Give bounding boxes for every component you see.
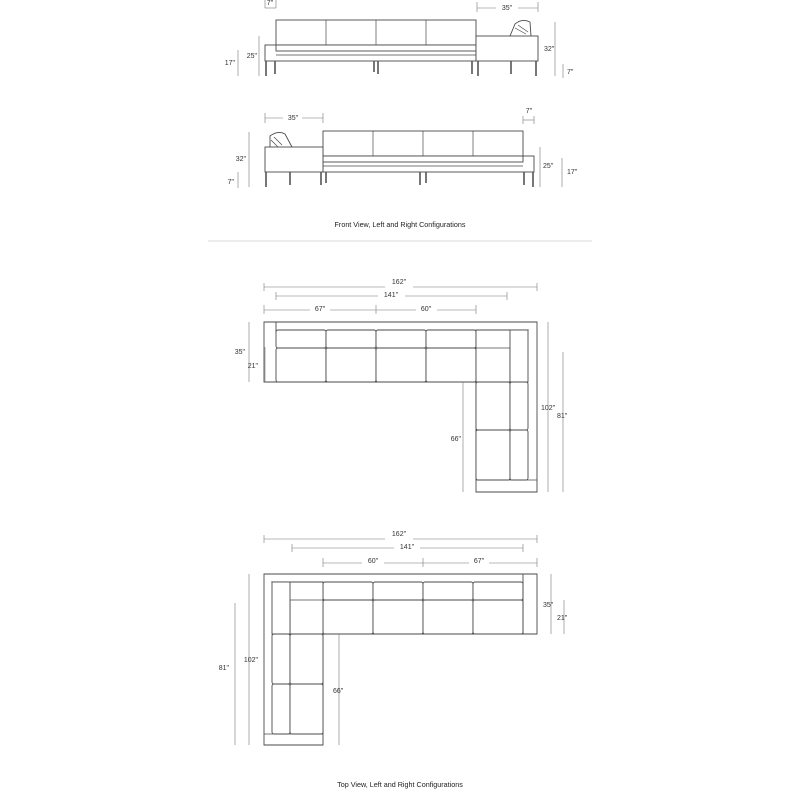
top-right-seat-depth-label: 21" [557,615,568,622]
front-left-seat-height-label: 25" [246,53,257,60]
top-right-width-dimensions [264,531,537,567]
top-left-seg-b-label: 60" [420,306,432,313]
top-view-caption: Top View, Left and Right Configurations [337,780,463,789]
front-right-arm-label: 7" [525,108,533,115]
top-left-inner-width-label: 141" [383,292,399,299]
top-right-leg-length-label: 66" [333,688,344,695]
top-view-left-config [235,279,568,492]
front-right-seat-height-label: 25" [543,163,554,170]
top-left-depth-label: 35" [234,349,245,356]
front-left-back-height-label: 32" [544,46,555,53]
front-view-right-config [228,108,578,188]
front-left-chaise-dimension [477,2,538,12]
front-left-height-dimensions [225,36,259,76]
top-left-total-width-label: 162" [391,279,407,286]
top-right-total-depth-label: 102" [243,657,258,664]
front-right-chaise-dimension [265,113,323,123]
front-right-arm-dimension [523,108,534,124]
front-view-left-config [225,0,574,78]
top-view-right-config [219,531,568,745]
top-left-total-depth-label: 102" [541,405,556,412]
top-right-inner-width-label: 141" [399,544,415,551]
front-left-chaise-label: 35" [501,5,513,12]
front-right-chaise-label: 35" [287,115,299,122]
top-right-sofa-drawing [264,574,537,745]
top-left-seg-a-label: 67" [314,306,326,313]
top-left-sofa-drawing [264,322,537,492]
top-left-leg-length-label: 66" [450,436,461,443]
front-view-caption: Front View, Left and Right Configurations [334,220,466,229]
top-left-seat-depth-label: 21" [247,363,258,370]
front-right-leg-height-label: 7" [227,179,234,186]
front-right-back-height-label: 32" [235,156,246,163]
top-right-seg-a-label: 60" [367,558,379,565]
front-left-arm-height-label: 17" [224,60,235,67]
front-right-arm-height-label: 17" [567,169,578,176]
top-right-total-width-label: 162" [391,531,407,538]
front-right-sofa-drawing [265,131,534,187]
top-right-inner-depth-label: 81" [218,665,229,672]
front-left-arm-label: 7" [266,0,274,7]
top-left-inner-depth-label: 81" [557,413,568,420]
top-right-depth-label: 35" [543,602,554,609]
front-left-leg-height-label: 7" [567,69,574,76]
front-left-arm-dimension [265,0,276,8]
front-left-sofa-drawing [265,20,538,76]
front-left-right-dimensions [544,22,574,78]
front-right-left-dimensions [228,132,249,188]
top-right-seg-b-label: 67" [473,558,485,565]
top-left-width-dimensions [264,279,537,314]
front-right-right-dimensions [540,147,578,187]
